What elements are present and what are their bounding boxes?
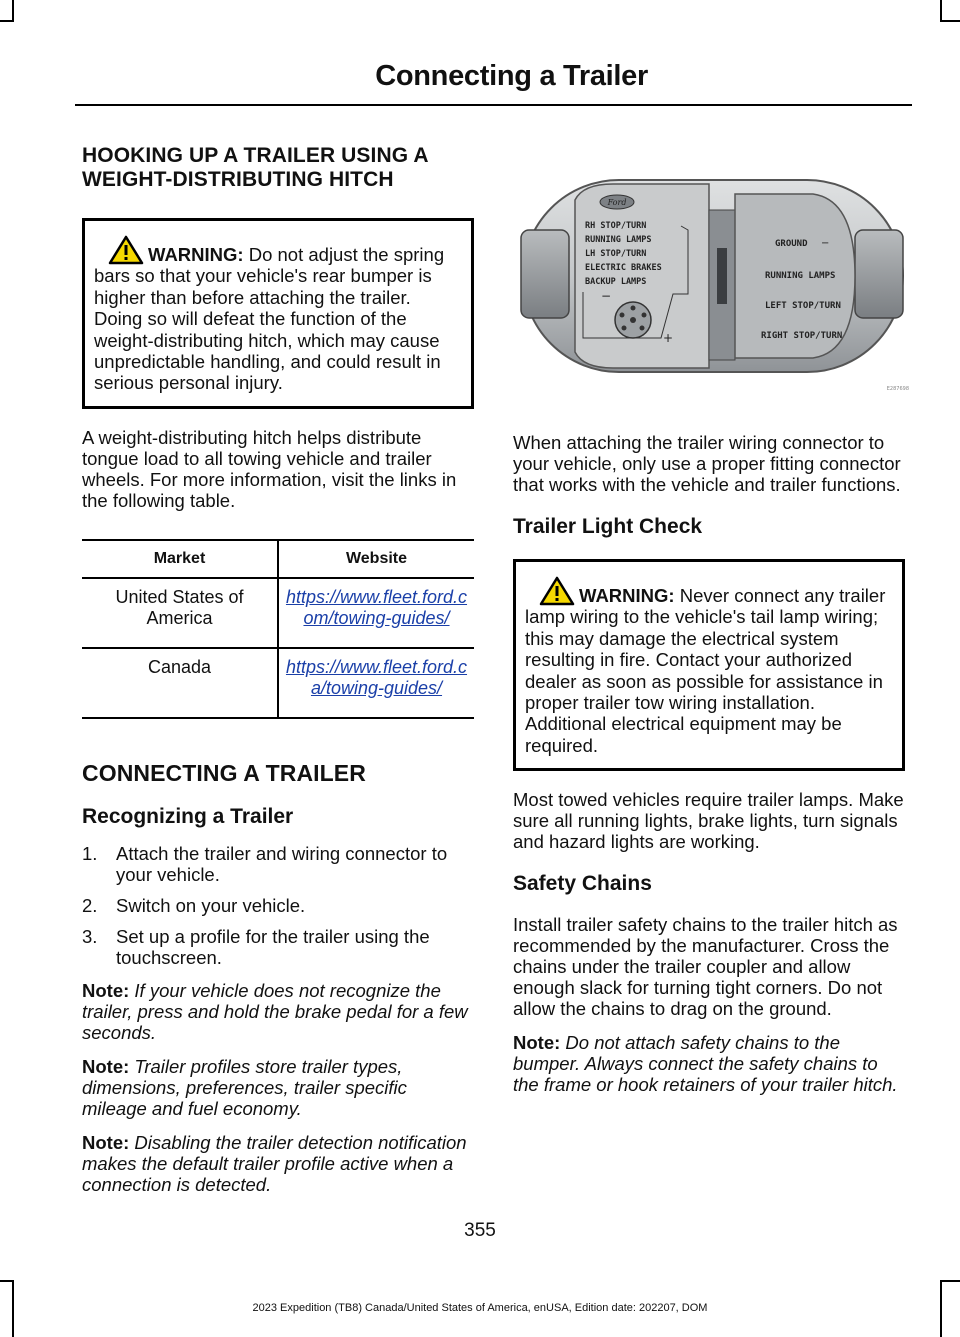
svg-text:GROUND: GROUND: [775, 239, 808, 249]
subheading-recognizing-trailer: Recognizing a Trailer: [82, 804, 294, 828]
market-cell: United States of America: [82, 578, 278, 648]
subheading-safety-chains: Safety Chains: [513, 872, 652, 896]
svg-text:RUNNING LAMPS: RUNNING LAMPS: [765, 271, 836, 281]
svg-text:LH STOP/TURN: LH STOP/TURN: [585, 249, 647, 259]
table-row: [82, 578, 474, 648]
warning-box-tail-lamp: [513, 559, 905, 771]
section-title-weight-distributing-hitch: HOOKING UP A TRAILER USING A WEIGHT-DISTRIBUTING HITCH: [82, 144, 428, 191]
table-header-market: Market: [82, 540, 278, 578]
header-divider: [75, 104, 912, 106]
svg-text:LEFT STOP/TURN: LEFT STOP/TURN: [765, 301, 841, 311]
steps-list: [82, 843, 474, 968]
svg-text:+: +: [663, 331, 674, 345]
connector-paragraph: When attaching the trailer wiring connector to your vehicle, only use a proper fitting connector that works with the vehicle and trailer functions.: [513, 432, 901, 495]
right-column: [513, 432, 905, 1108]
left-column: [82, 144, 474, 1208]
section-title-connecting-trailer: CONNECTING A TRAILER: [82, 759, 366, 786]
svg-text:−: −: [821, 238, 830, 249]
warning-triangle-icon: [539, 576, 575, 606]
page-header-title: Connecting a Trailer: [375, 60, 648, 92]
warning-box-spring-bars: [82, 218, 474, 409]
crop-mark-bottom-left-h: [0, 1280, 14, 1282]
crop-mark-top-left-h: [0, 20, 14, 22]
warning-text: Do not adjust the spring bars so that your vehicle's rear bumper is higher than before attaching the trailer. Doing so will defeat the function of the weight-distributing hitch, which may cause unpredictable handling, and could result in serious personal injury.: [94, 244, 445, 394]
svg-text:Ford: Ford: [607, 198, 627, 207]
website-cell: [278, 648, 474, 718]
list-item: 1. Attach the trailer and wiring connector to your vehicle.: [82, 842, 448, 885]
warning-text: Never connect any trailer lamp wiring to the vehicle's tail lamp wiring; this may damage the electrical system resulting in fire. Contact your authorized dealer as soon as possible for assistance in proper trailer tow wiring installation. Additional electrical equipment may be required.: [525, 585, 886, 756]
note-detection: Note: Disabling the trailer detection notification makes the default trailer profile active when a connection is detected.: [82, 1131, 467, 1195]
warning-label: WARNING:: [148, 244, 244, 265]
svg-text:RIGHT STOP/TURN: RIGHT STOP/TURN: [761, 331, 843, 341]
towing-guides-table: [82, 539, 474, 719]
list-item: 2. Switch on your vehicle.: [82, 894, 306, 916]
list-item: 3. Set up a profile for the trailer using the touchscreen.: [82, 925, 430, 968]
note-profiles: Note: Trailer profiles store trailer types, dimensions, preferences, trailer specific mileage and fuel economy.: [82, 1055, 407, 1119]
figure-code: E287698: [886, 386, 909, 392]
table-header-row: [82, 540, 474, 578]
trailer-lamps-paragraph: Most towed vehicles require trailer lamps. Make sure all running lights, brake lights, turn signals and hazard lights are working.: [513, 789, 904, 853]
svg-text:ELECTRIC BRAKES: ELECTRIC BRAKES: [585, 263, 662, 273]
svg-text:−: −: [601, 289, 612, 303]
crop-mark-top-right-v: [940, 0, 942, 20]
crop-mark-top-right-h: [940, 20, 960, 22]
crop-mark-top-left-v: [12, 0, 14, 20]
table-header-website: Website: [278, 540, 474, 578]
note-recognize: Note: If your vehicle does not recognize the trailer, press and hold the brake pedal for a few seconds.: [82, 979, 468, 1043]
connector-diagram: [513, 170, 911, 394]
crop-mark-bottom-right-h: [940, 1280, 960, 1282]
warning-triangle-icon: [108, 235, 144, 265]
page-footer: 2023 Expedition (TB8) Canada/United States of America, enUSA, Edition date: 202207, DOM: [252, 1302, 708, 1314]
note-safety-chains: Note: Do not attach safety chains to the bumper. Always connect the safety chains to the frame or hook retainers of your trailer hitch.: [513, 1032, 898, 1096]
svg-text:BACKUP LAMPS: BACKUP LAMPS: [585, 277, 647, 287]
website-cell: [278, 578, 474, 648]
subheading-trailer-light-check: Trailer Light Check: [513, 515, 703, 538]
link-fleet-ford-com[interactable]: https://www.fleet.ford.com/towing-guides/: [285, 586, 468, 628]
safety-chains-paragraph: Install trailer safety chains to the trailer hitch as recommended by the manufacturer. Cross the chains under the trailer coupler and allow enough slack for turning tight corners. Do not allow the chains to drag on the ground.: [513, 914, 898, 1020]
warning-label: WARNING:: [579, 585, 675, 606]
hitch-intro-paragraph: A weight-distributing hitch helps distribute tongue load to all towing vehicle and trailer wheels. For more information, visit the links in the following table.: [82, 426, 457, 511]
trailer-connector-illustration: [513, 170, 911, 394]
table-row: [82, 648, 474, 718]
svg-text:RUNNING LAMPS: RUNNING LAMPS: [585, 235, 652, 245]
svg-text:RH STOP/TURN: RH STOP/TURN: [585, 221, 647, 231]
link-fleet-ford-ca[interactable]: https://www.fleet.ford.ca/towing-guides/: [285, 656, 468, 698]
page-number: 355: [464, 1220, 496, 1241]
market-cell: Canada: [82, 648, 278, 718]
